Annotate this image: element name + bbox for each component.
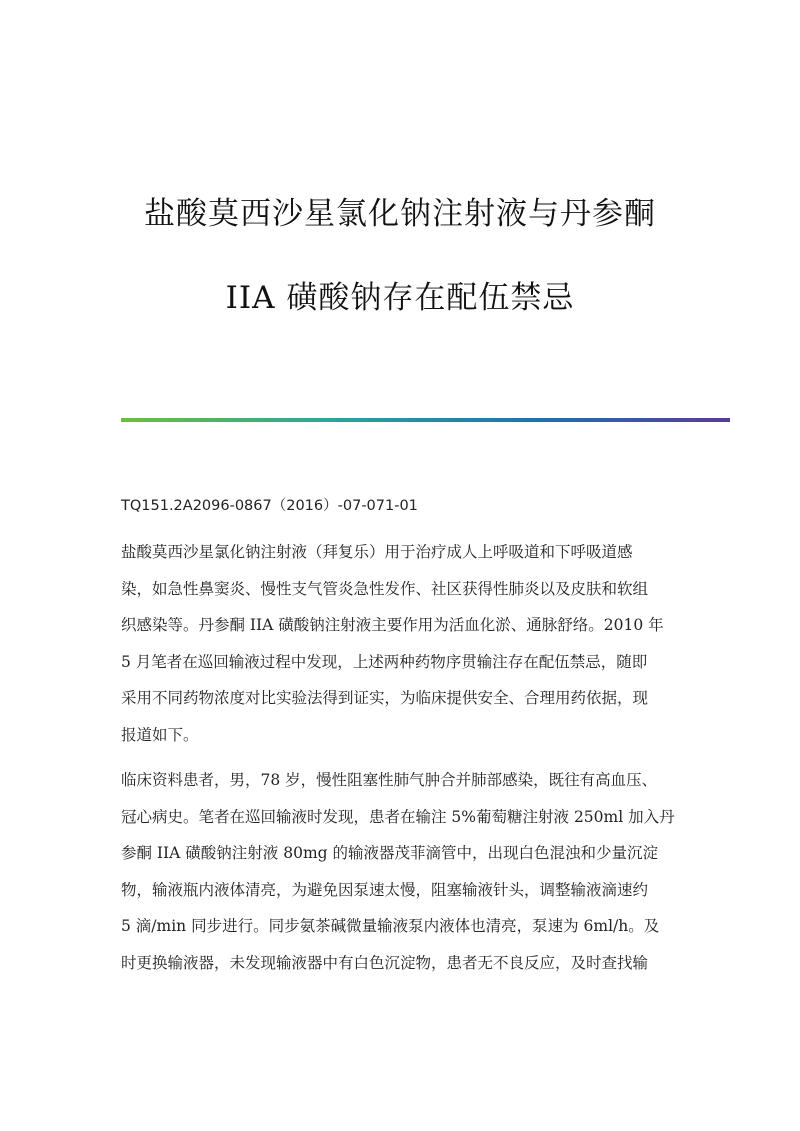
paragraph-line: 报道如下。 <box>121 726 199 744</box>
paragraph-line: 物，输液瓶内液体清亮，为避免因泵速太慢，阻塞输液针头，调整输液滴速约 <box>121 880 649 899</box>
document-title-line-1: 盐酸莫西沙星氯化钠注射液与丹参酮 <box>144 196 656 232</box>
paragraph-line: 织感染等。丹参酮 IIA 磺酸钠注射液主要作用为活血化淤、通脉舒络。2010 年 <box>121 616 664 635</box>
paragraph-line: 染，如急性鼻窦炎、慢性支气管炎急性发作、社区获得性肺炎以及皮肤和软组 <box>121 579 649 598</box>
paragraph-line: 临床资料患者，男，78 岁，慢性阻塞性肺气肿合并肺部感染，既往有高血压、 <box>121 771 658 789</box>
gradient-divider <box>121 418 730 422</box>
paragraph-line: 时更换输液器，未发现输液器中有白色沉淀物，患者无不良反应，及时查找输 <box>121 954 649 972</box>
paragraph-line: 采用不同药物浓度对比实验法得到证实，为临床提供安全、合理用药依据，现 <box>121 689 649 708</box>
paragraph-line: 5 滴/min 同步进行。同步氨茶碱微量输液泵内液体也清亮，泵速为 6ml/h。及 <box>121 917 660 936</box>
document-code: TQ151.2A2096-0867（2016）-07-071-01 <box>121 498 418 514</box>
paragraph-line: 盐酸莫西沙星氯化钠注射液（拜复乐）用于治疗成人上呼吸道和下呼吸道感 <box>121 543 633 561</box>
paragraph-line: 冠心病史。笔者在巡回输液时发现，患者在输注 5%葡萄糖注射液 250ml 加入丹 <box>121 807 675 826</box>
paragraph-line: 参酮 IIA 磺酸钠注射液 80mg 的输液器茂菲滴管中，出现白色混浊和少量沉淀 <box>121 844 658 863</box>
paragraph-line: 5 月笔者在巡回输液过程中发现，上述两种药物序贯输注存在配伍禁忌，随即 <box>121 652 648 671</box>
document-title-line-2: IIA 磺酸钠存在配伍禁忌 <box>225 280 575 316</box>
